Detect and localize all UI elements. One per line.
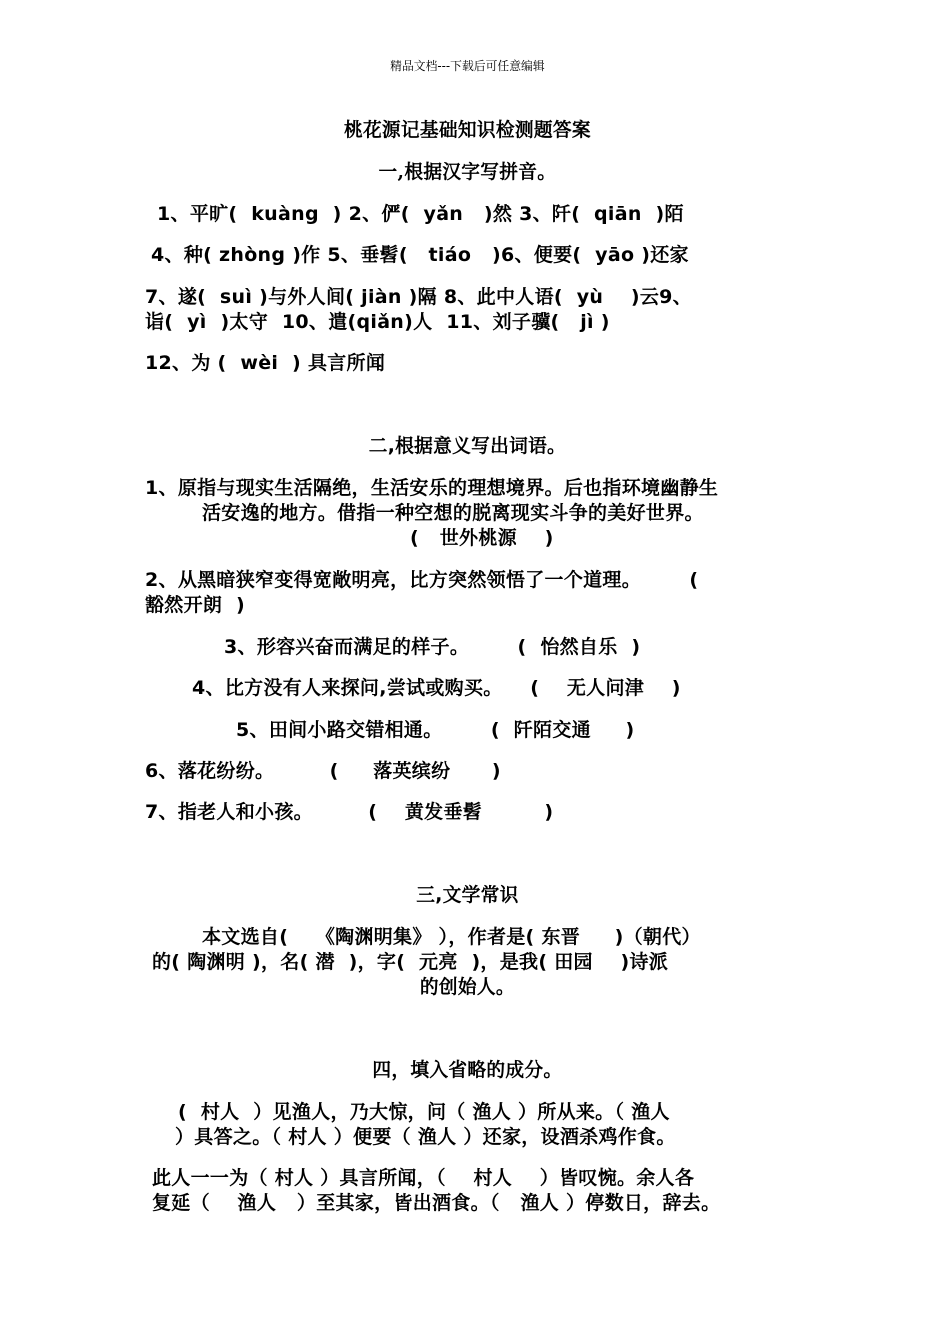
- definition-line: 1、原指与现实生活隔绝，生活安乐的理想境界。后也指环境幽静生: [145, 477, 719, 499]
- pinyin-line: 4、种( zhòng )作 5、垂髫( tiáo )6、便要( yāo )还家: [151, 244, 689, 266]
- pinyin-line: 1、平旷( kuàng ) 2、俨( yǎn )然 3、阡( qiān )陌: [157, 203, 684, 225]
- pinyin-line: 7、遂( suì )与外人间( jiàn )隔 8、此中人语( yù )云9、: [145, 286, 692, 308]
- definition-line: 7、指老人和小孩。 ( 黄发垂髫 ): [145, 801, 554, 823]
- literature-line: 的创始人。: [419, 976, 515, 998]
- page-header: 精品文档---下载后可任意编辑: [390, 59, 545, 73]
- definition-line: 2、从黑暗狭窄变得宽敞明亮，比方突然领悟了一个道理。 (: [145, 569, 699, 591]
- pinyin-line: 诣( yì )太守 10、遣(qiǎn)人 11、刘子骥( jì ): [145, 311, 610, 333]
- definition-line: 活安逸的地方。借指一种空想的脱离现实斗争的美好世界。: [202, 502, 704, 524]
- definition-line: 6、落花纷纷。 ( 落英缤纷 ): [145, 760, 501, 782]
- fill-in-line: ）具答之。（ 村人 ）便要（ 渔人 ）还家，设酒杀鸡作食。: [175, 1126, 676, 1148]
- section4-heading: 四，填入省略的成分。: [372, 1059, 563, 1081]
- definition-line: 3、形容兴奋而满足的样子。 ( 怡然自乐 ): [224, 636, 641, 658]
- literature-line: 本文选自( 《陶渊明集》 ），作者是( 东晋 )（朝代）: [202, 926, 701, 948]
- fill-in-line: 此人一一为（ 村人 ）具言所闻，（ 村人 ）皆叹惋。余人各: [152, 1167, 695, 1189]
- section2-heading: 二,根据意义写出词语。: [368, 435, 567, 457]
- fill-in-line: 复延（ 渔人 ）至其家，皆出酒食。（ 渔人 ）停数日，辞去。: [152, 1192, 721, 1214]
- definition-line: 4、比方没有人来探问,尝试或购买。 ( 无人问津 ): [192, 677, 681, 699]
- pinyin-line: 12、为 ( wèi ) 具言所闻: [145, 352, 386, 374]
- answer-line: 豁然开朗 ): [145, 594, 246, 616]
- literature-line: 的( 陶渊明 )，名( 潜 )，字( 元亮 )，是我( 田园 )诗派: [152, 951, 669, 973]
- answer-line: ( 世外桃源 ): [410, 527, 554, 549]
- definition-line: 5、田间小路交错相通。 ( 阡陌交通 ): [236, 719, 635, 741]
- document-title: 桃花源记基础知识检测题答案: [343, 119, 591, 141]
- section1-heading: 一,根据汉字写拼音。: [378, 161, 557, 183]
- section3-heading: 三,文学常识: [416, 884, 519, 906]
- fill-in-line: ( 村人 ）见渔人，乃大惊，问（ 渔人 ）所从来。（ 渔人: [178, 1101, 670, 1123]
